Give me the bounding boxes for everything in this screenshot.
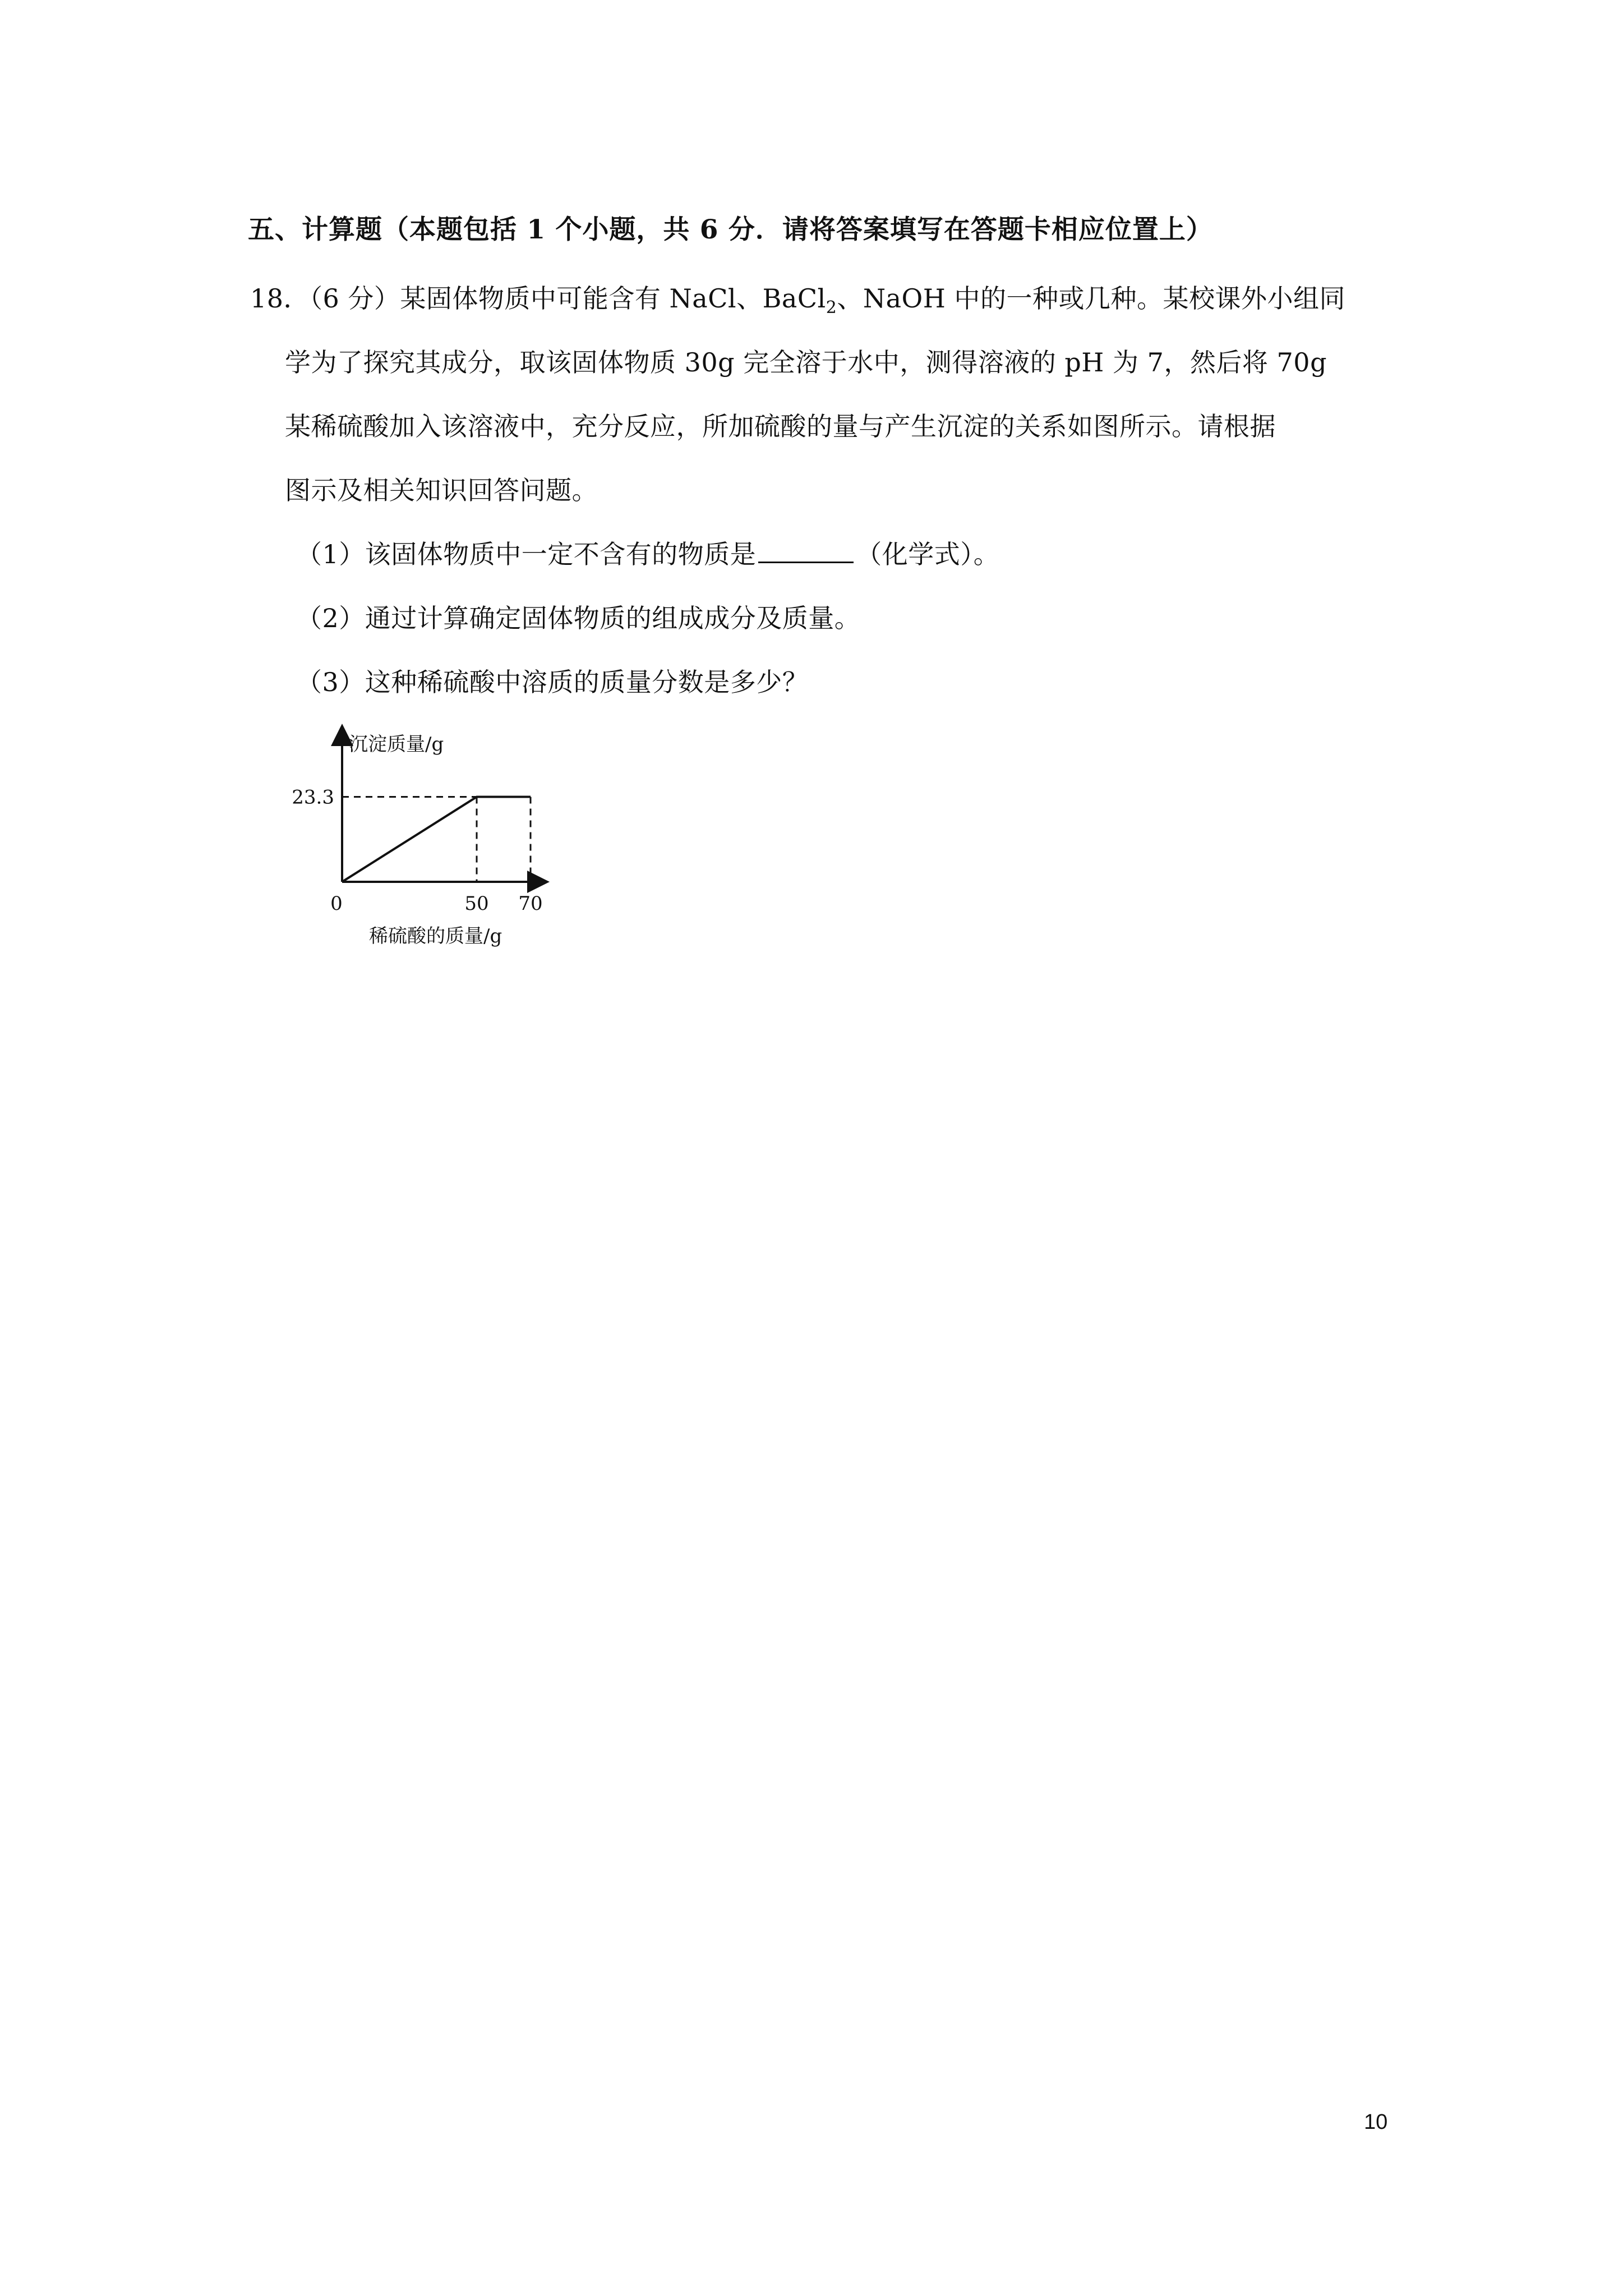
page-number: 10 — [1364, 2110, 1388, 2134]
x-axis-label: 稀硫酸的质量/g — [369, 925, 502, 947]
question-line-4: 图示及相关知识回答问题。 — [285, 475, 598, 505]
subquestion-1-text-a: （1）该固体物质中一定不含有的物质是 — [296, 539, 757, 569]
section-heading: 五、计算题（本题包括 1 个小题，共 6 分．请将答案填写在答题卡相应位置上） — [248, 214, 1213, 245]
bacl2-subscript: 2 — [826, 298, 837, 318]
subquestion-3: （3）这种稀硫酸中溶质的质量分数是多少？ — [296, 667, 809, 697]
question-line-3: 某稀硫酸加入该溶液中，充分反应，所加硫酸的量与产生沉淀的关系如图所示。请根据 — [285, 411, 1276, 441]
question-line-1-text-b: 、NaOH 中的一种或几种。某校课外小组同 — [837, 283, 1345, 314]
y-axis-label: 沉淀质量/g — [349, 733, 444, 756]
subquestion-1-text-b: （化学式）。 — [856, 539, 1000, 569]
question-line-1 — [250, 278, 1345, 318]
question-line-2: 学为了探究其成分，取该固体物质 30g 完全溶于水中，测得溶液的 pH 为 7，然后将 70g — [285, 347, 1327, 378]
precipitate-chart — [280, 718, 550, 959]
chart-svg — [280, 718, 550, 959]
subquestion-2: （2）通过计算确定固体物质的组成成分及质量。 — [296, 603, 861, 633]
answer-blank[interactable] — [758, 537, 854, 563]
x-tick-label: 50 — [464, 892, 489, 915]
x-tick-label: 70 — [518, 892, 543, 915]
series-line — [342, 797, 531, 882]
origin-label: 0 — [330, 892, 343, 915]
subquestion-1 — [296, 534, 999, 571]
y-tick-label: 23.3 — [292, 786, 334, 809]
question-line-1-text-a: 18．（6 分）某固体物质中可能含有 NaCl、BaCl — [250, 283, 826, 314]
chart-marks — [292, 786, 542, 915]
